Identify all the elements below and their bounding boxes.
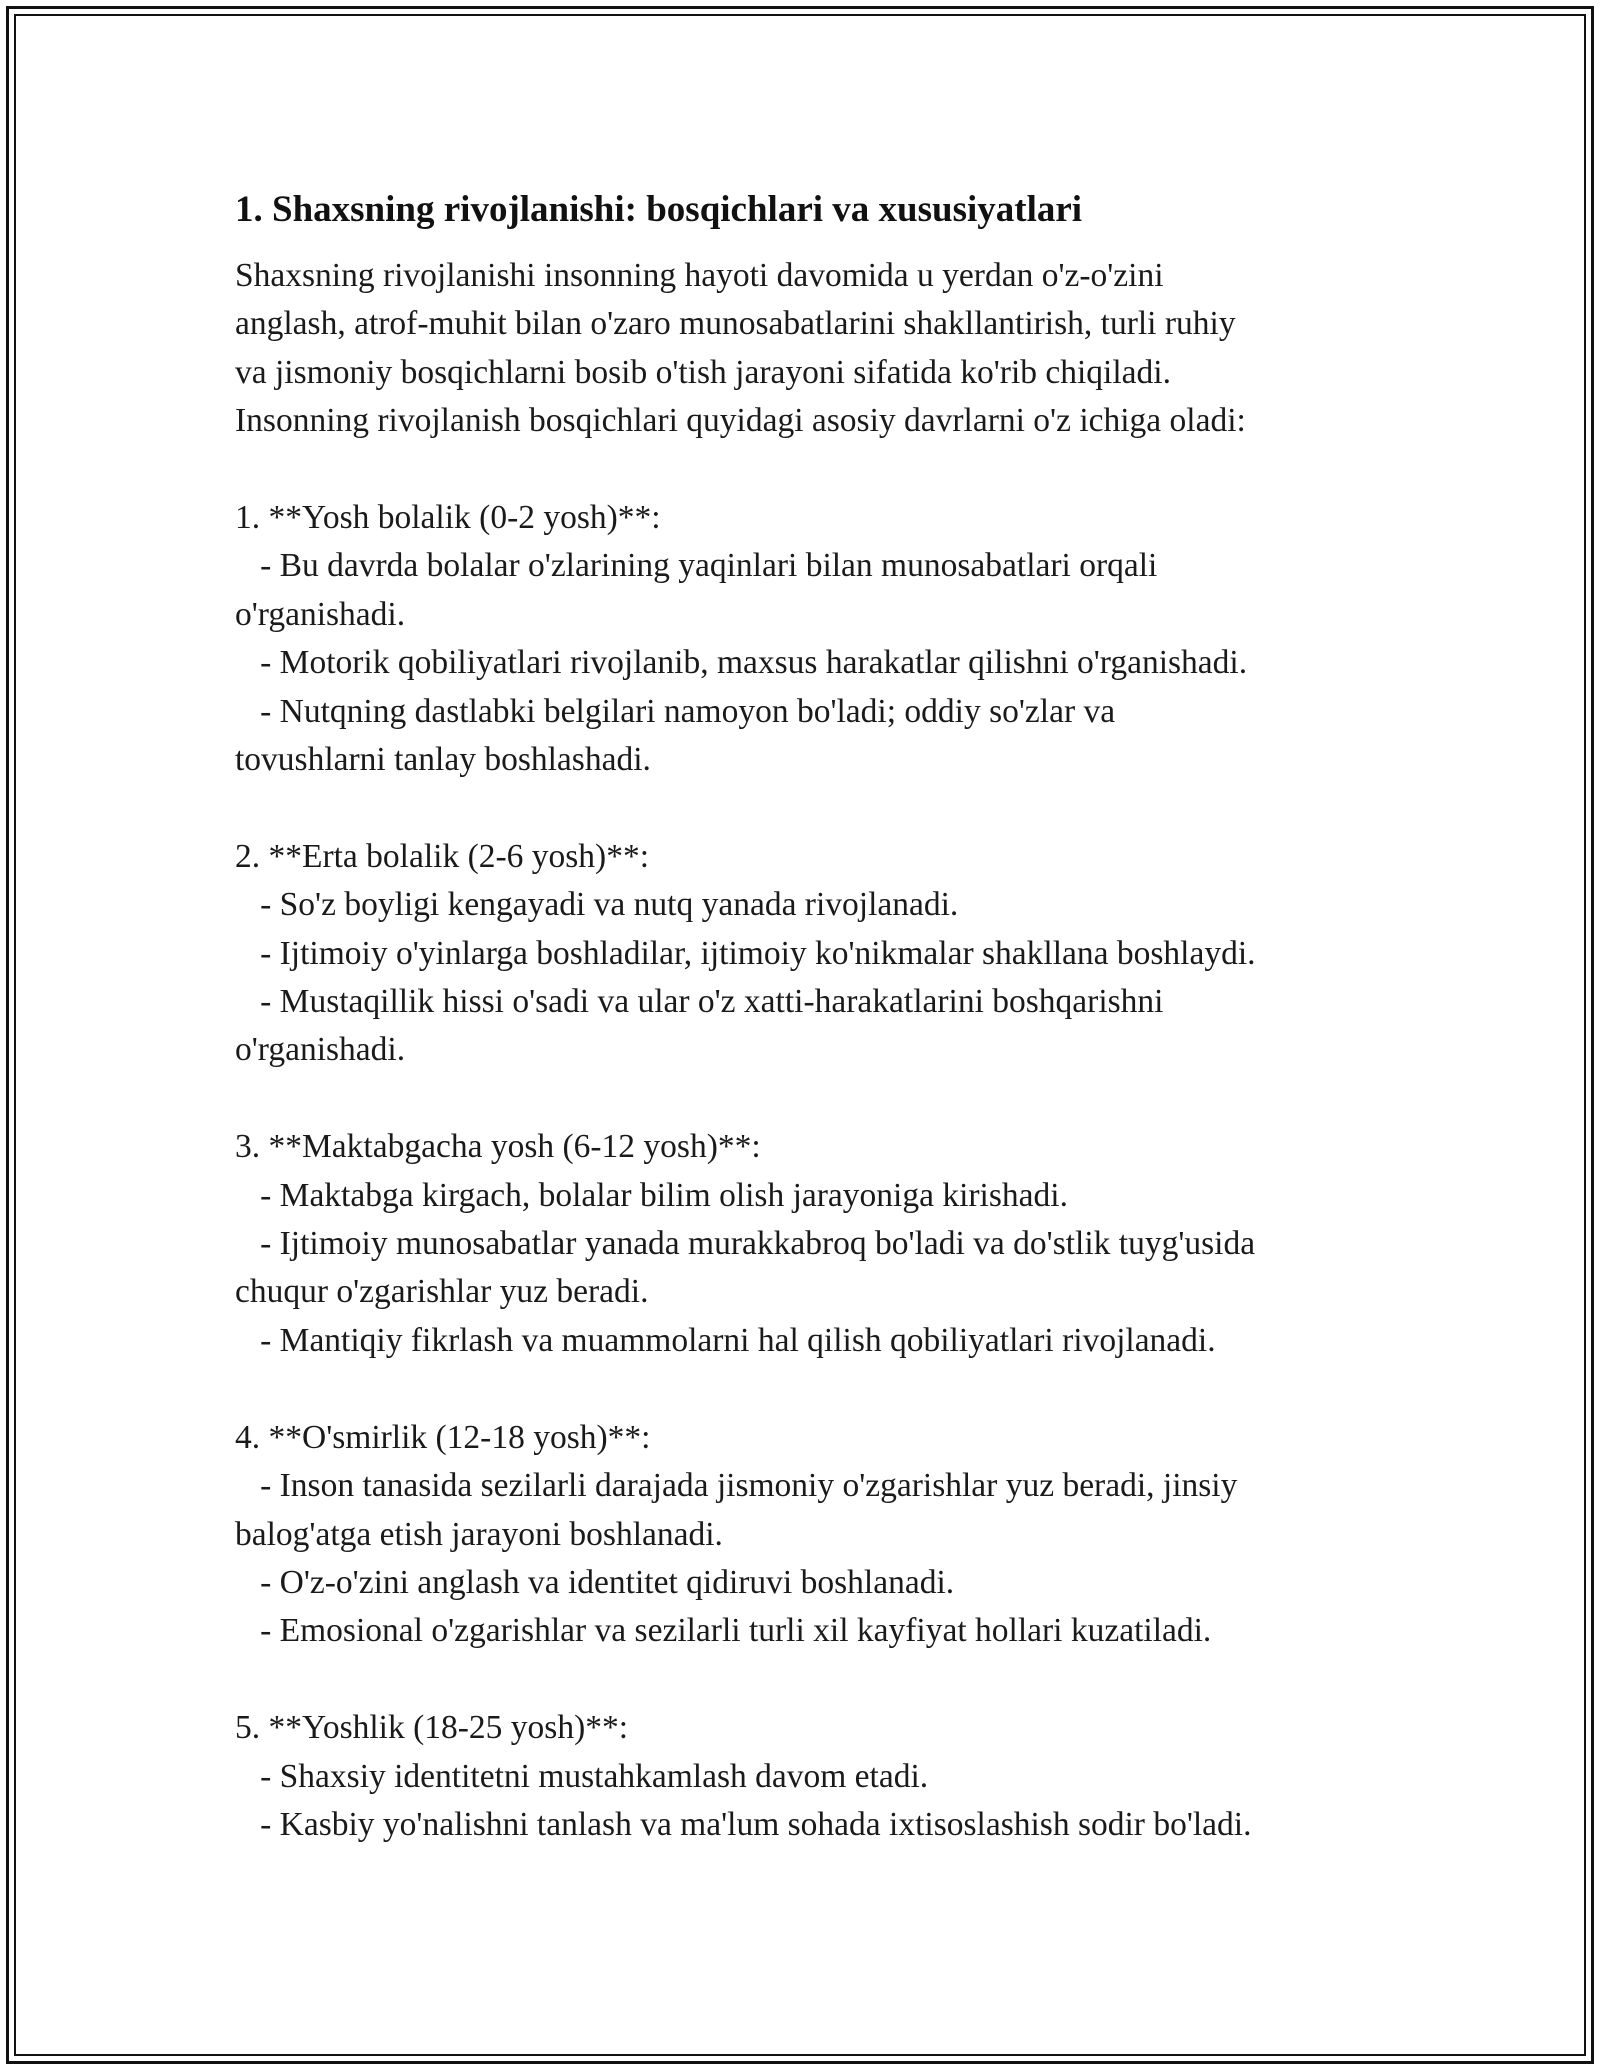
section-line: - Motorik qobiliyatlari rivojlanib, maxsus harakatlar qilishni o'rganishadi.	[235, 644, 1248, 682]
section-line: o'rganishadi.	[235, 1031, 406, 1069]
section-line: - Ijtimoiy o'yinlarga boshladilar, ijtimoiy ko'nikmalar shakllana boshlaydi.	[235, 934, 1256, 972]
section-line: o'rganishadi.	[235, 595, 406, 633]
section-line: - Emosional o'zgarishlar va sezilarli turli xil kayfiyat hollari kuzatiladi.	[235, 1612, 1212, 1650]
spacer	[235, 1075, 1385, 1123]
section-title: 2. **Erta bolalik (2-6 yosh)**:	[235, 837, 650, 875]
intro-line: Shaxsning rivojlanishi insonning hayoti davomida u yerdan o'z-o'zini	[235, 257, 1164, 294]
section-line: - Mantiqiy fikrlash va muammolarni hal qilish qobiliyatlari rivojlanadi.	[235, 1321, 1216, 1359]
section-line: balog'atga etish jarayoni boshlanadi.	[235, 1515, 723, 1553]
spacer	[235, 1656, 1385, 1704]
intro-line: va jismoniy bosqichlarni bosib o'tish jarayoni sifatida ko'rib chiqiladi.	[235, 353, 1171, 391]
document-heading: 1. Shaxsning rivojlanishi: bosqichlari va xususiyatlari	[235, 189, 1083, 230]
section-line: - Shaxsiy identitetni mustahkamlash davom etadi.	[235, 1757, 929, 1795]
section-5	[235, 1704, 1385, 1849]
section-line: - Kasbiy yo'nalishni tanlash va ma'lum sohada ixtisoslashish sodir bo'ladi.	[235, 1805, 1252, 1843]
section-4	[235, 1414, 1385, 1656]
spacer	[235, 446, 1385, 494]
section-line: - O'z-o'zini anglash va identitet qidiruvi boshlanadi.	[235, 1563, 955, 1601]
section-line: - Inson tanasida sezilarli darajada jismoniy o'zgarishlar yuz beradi, jinsiy	[235, 1467, 1238, 1505]
section-title: 1. **Yosh bolalik (0-2 yosh)**:	[235, 499, 661, 537]
section-line: - Ijtimoiy munosabatlar yanada murakkabroq bo'ladi va do'stlik tuyg'usida	[235, 1225, 1256, 1263]
section-line: chuqur o'zgarishlar yuz beradi.	[235, 1273, 649, 1311]
section-title: 3. **Maktabgacha yosh (6-12 yosh)**:	[235, 1128, 761, 1166]
section-3	[235, 1123, 1385, 1365]
intro-line: anglash, atrof-muhit bilan o'zaro munosabatlarini shakllantirish, turli ruhiy	[235, 305, 1236, 343]
intro-line: Insonning rivojlanish bosqichlari quyidagi asosiy davrlarni o'z ichiga oladi:	[235, 402, 1246, 440]
section-2	[235, 833, 1385, 1075]
section-line: tovushlarni tanlay boshlashadi.	[235, 741, 651, 779]
section-line: - So'z boyligi kengayadi va nutq yanada rivojlanadi.	[235, 886, 959, 924]
intro-paragraph	[235, 252, 1385, 446]
section-line: - Maktabga kirgach, bolalar bilim olish jarayoniga kirishadi.	[235, 1176, 1068, 1214]
section-1	[235, 494, 1385, 784]
spacer	[235, 784, 1385, 832]
section-line: - Nutqning dastlabki belgilari namoyon bo'ladi; oddiy so'zlar va	[235, 692, 1116, 730]
section-line: - Bu davrda bolalar o'zlarining yaqinlari bilan munosabatlari orqali	[235, 547, 1158, 585]
spacer	[235, 1365, 1385, 1413]
section-title: 5. **Yoshlik (18-25 yosh)**:	[235, 1709, 629, 1747]
section-title: 4. **O'smirlik (12-18 yosh)**:	[235, 1418, 651, 1456]
section-line: - Mustaqillik hissi o'sadi va ular o'z xatti-harakatlarini boshqarishni	[235, 983, 1164, 1021]
document-body	[235, 186, 1385, 1849]
